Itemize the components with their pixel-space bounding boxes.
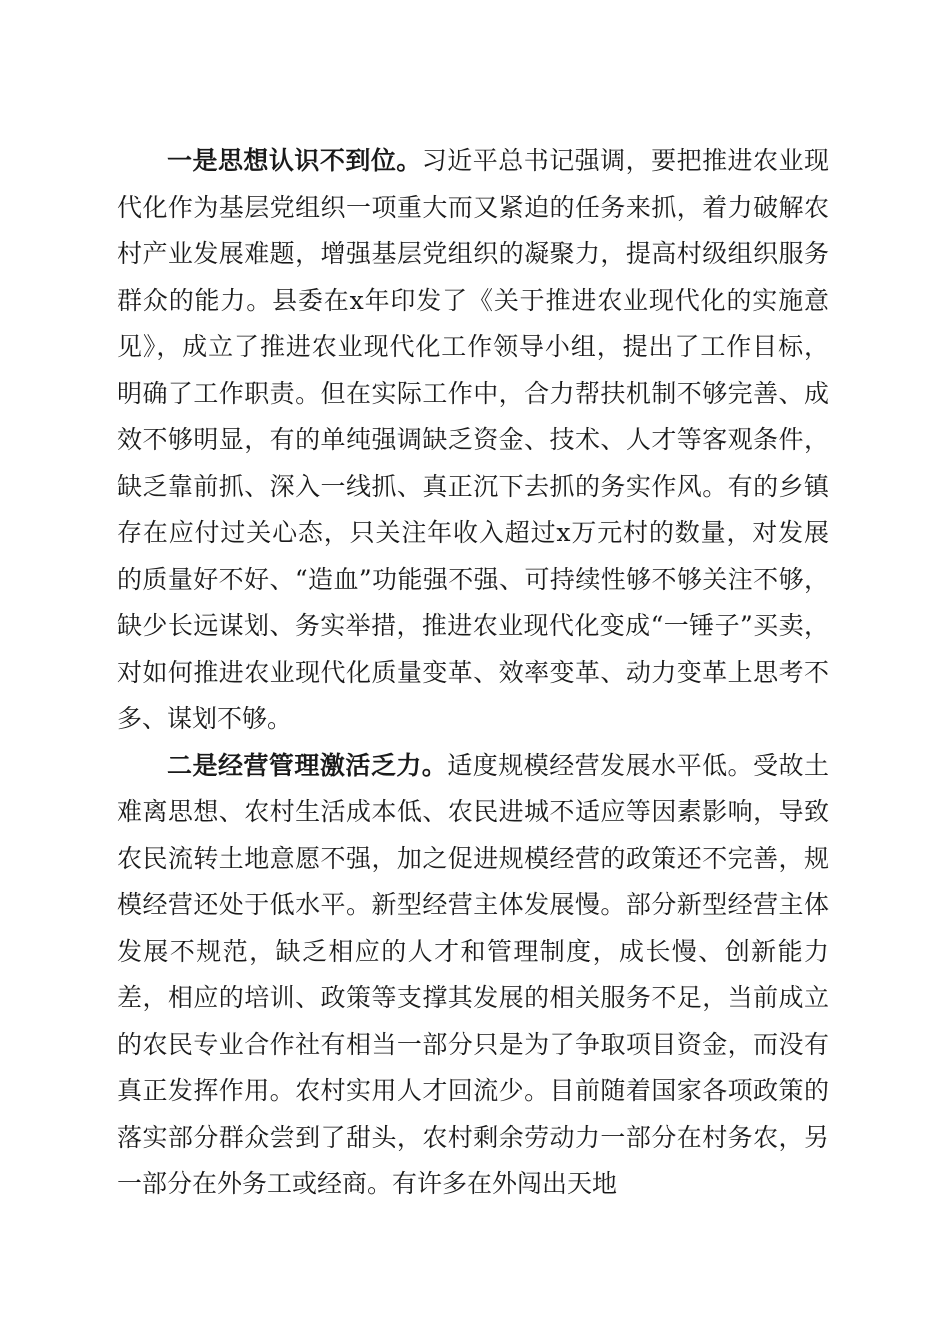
document-body	[117, 138, 829, 1208]
paragraph-management-vitality	[117, 743, 829, 1208]
paragraph-thinking-awareness	[117, 138, 829, 743]
paragraph-text: 习近平总书记强调，要把推进农业现代化作为基层党组织一项重大而又紧迫的任务来抓，着力破解农村产业发展难题，增强基层党组织的凝聚力，提高村级组织服务群众的能力。县委在x年印发了《关于推进农业现代化的实施意见》，成立了推进农业现代化工作领导小组，提出了工作目标，明确了工作职责。但在实际工作中，合力帮扶机制不够完善、成效不够明显，有的单纯强调缺乏资金、技术、人才等客观条件，缺乏靠前抓、深入一线抓、真正沉下去抓的务实作风。有的乡镇存在应付过关心态，只关注年收入超过x万元村的数量，对发展的质量好不好、“造血”功能强不强、可持续性够不够关注不够，缺少长远谋划、务实举措，推进农业现代化变成“一锤子”买卖，对如何推进农业现代化质量变革、效率变革、动力变革上思考不多、谋划不够。	[117, 146, 829, 733]
paragraph-heading: 二是经营管理激活乏力。	[167, 750, 448, 780]
paragraph-heading: 一是思想认识不到位。	[167, 146, 422, 175]
paragraph-text: 适度规模经营发展水平低。受故土难离思想、农村生活成本低、农民进城不适应等因素影响，导致农民流转土地意愿不强，加之促进规模经营的政策还不完善，规模经营还处于低水平。新型经营主体发展慢。部分新型经营主体发展不规范，缺乏相应的人才和管理制度，成长慢、创新能力差，相应的培训、政策等支撑其发展的相关服务不足，当前成立的农民专业合作社有相当一部分只是为了争取项目资金，而没有真正发挥作用。农村实用人才回流少。目前随着国家各项政策的落实部分群众尝到了甜头，农村剩余劳动力一部分在村务农，另一部分在外务工或经商。有许多在外闯出天地	[117, 750, 829, 1198]
